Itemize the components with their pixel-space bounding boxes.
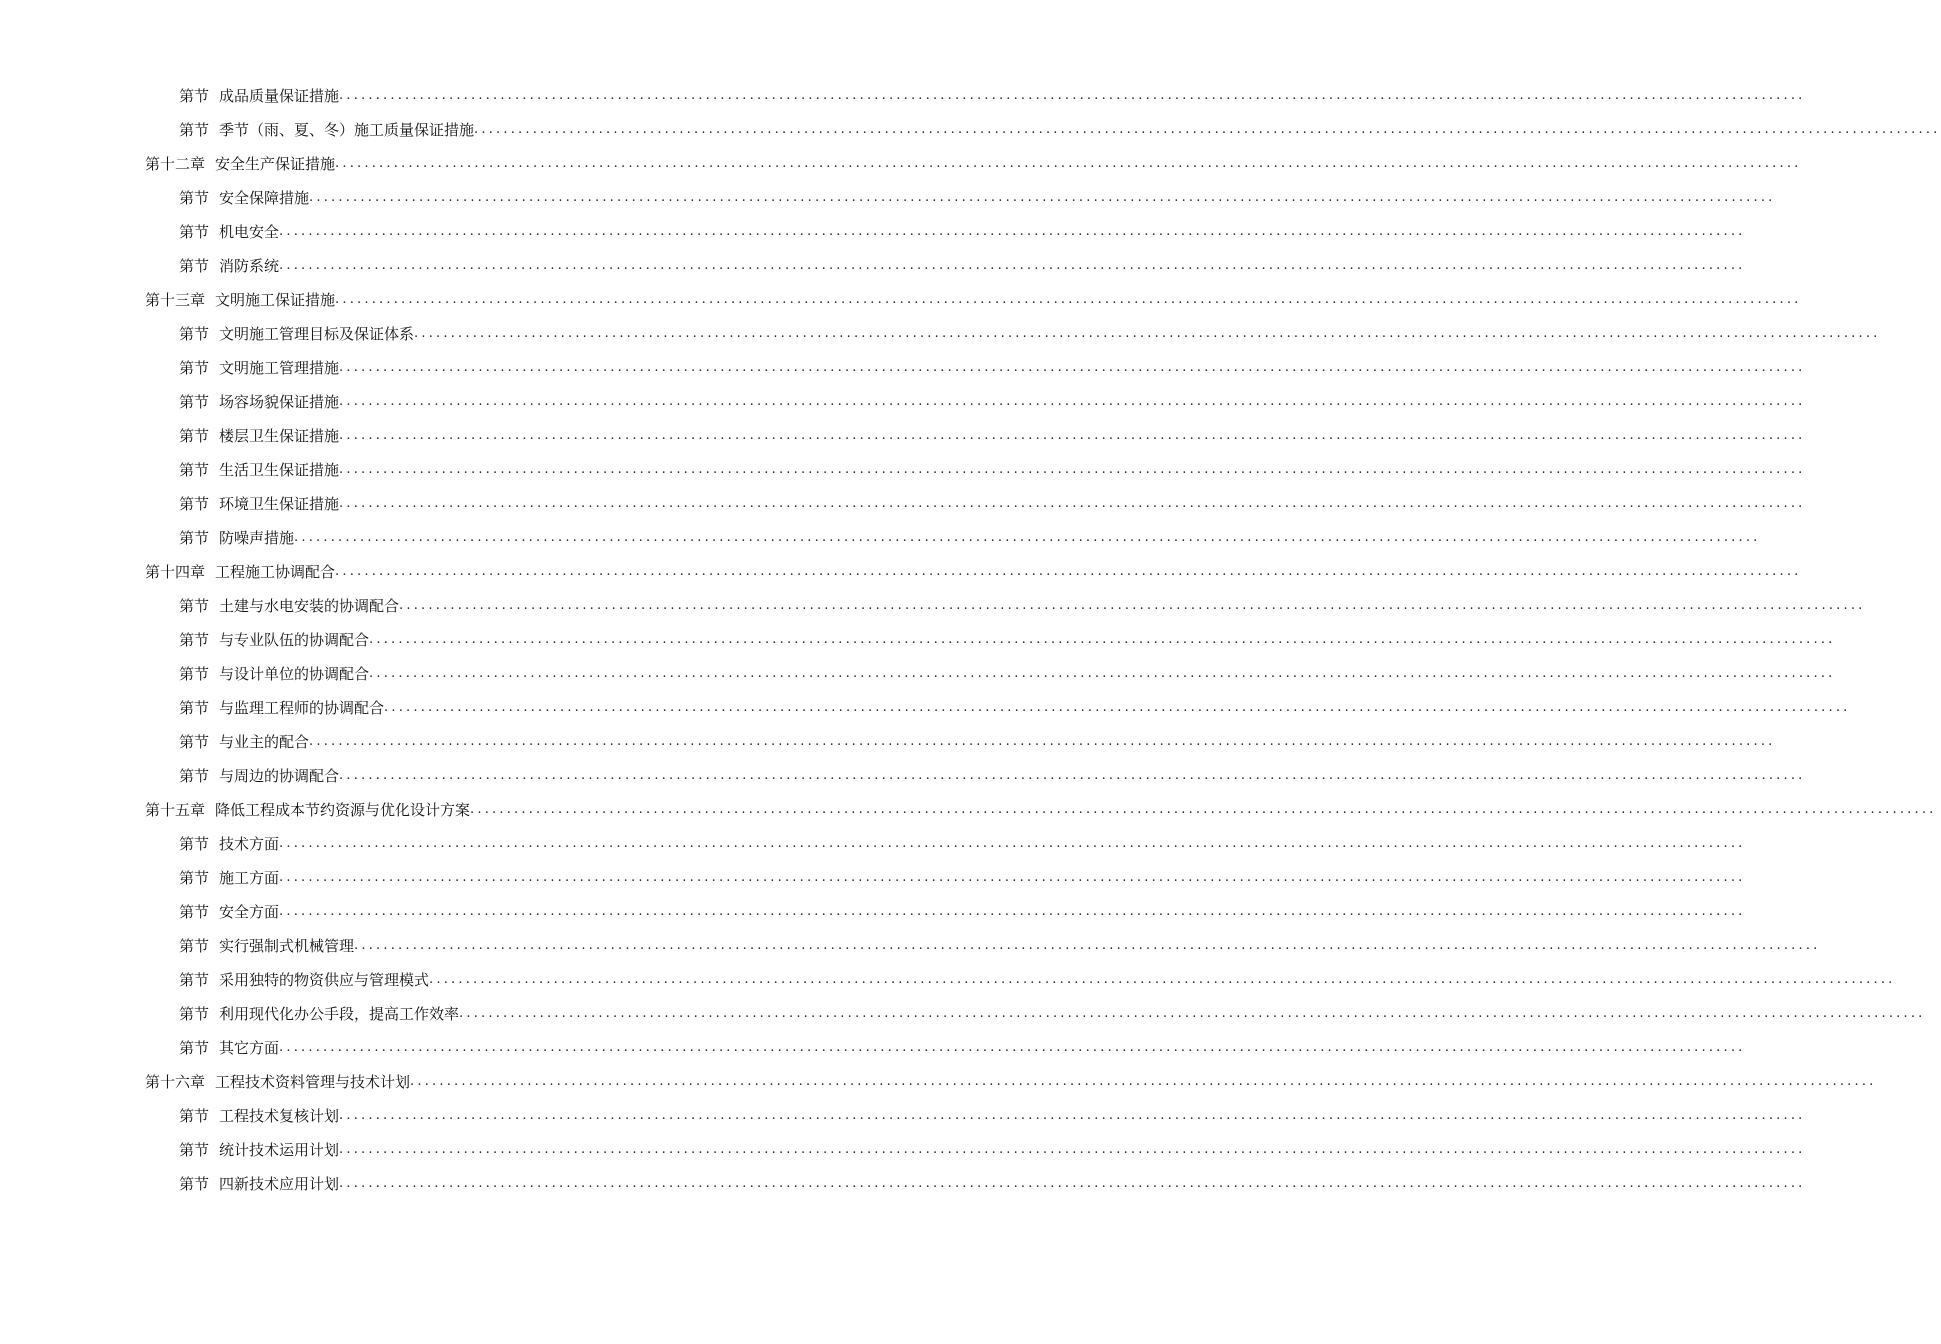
- toc-entry-label: 第节: [179, 733, 210, 751]
- toc-entry-label: 第节: [179, 461, 210, 479]
- toc-entry-label: 第节: [179, 835, 210, 853]
- toc-dot-leader: ........................................................................................................................................................................................................: [335, 156, 1802, 171]
- toc-entry-title: 场容场貌保证措施: [219, 393, 340, 411]
- toc-entry-title: 安全生产保证措施: [215, 155, 336, 173]
- toc-entry-title: 生活卫生保证措施: [219, 461, 340, 479]
- toc-section-entry: [0, 1031, 1746, 1065]
- toc-entry-title: 楼层卫生保证措施: [219, 427, 340, 445]
- toc-dot-leader: ........................................................................................................................................................................................................: [335, 564, 1802, 579]
- toc-entry-label: 第节: [179, 631, 210, 649]
- toc-dot-leader: ........................................................................................................................................................................................................: [470, 802, 1937, 817]
- toc-chapter-entry: [0, 793, 1937, 827]
- toc-entry-title: 安全方面: [219, 903, 280, 921]
- toc-entry-label: 第节: [179, 189, 210, 207]
- toc-entry-title: 与设计单位的协调配合: [219, 665, 370, 683]
- toc-entry-title: 文明施工管理目标及保证体系: [219, 325, 415, 343]
- toc-entry-label: 第节: [179, 87, 210, 105]
- toc-section-entry: [0, 827, 1746, 861]
- toc-dot-leader: ........................................................................................................................................................................................................: [339, 394, 1806, 409]
- toc-section-entry: [0, 113, 1941, 147]
- toc-entry-title: 采用独特的物资供应与管理模式: [219, 971, 430, 989]
- toc-section-entry: [0, 929, 1821, 963]
- toc-entry-title: 实行强制式机械管理: [219, 937, 355, 955]
- toc-section-entry: [0, 759, 1806, 793]
- toc-entry-title: 降低工程成本节约资源与优化设计方案: [215, 801, 471, 819]
- toc-entry-title: 四新技术应用计划: [219, 1175, 340, 1193]
- toc-entry-label: 第节: [179, 1107, 210, 1125]
- toc-entry-title: 工程技术复核计划: [219, 1107, 340, 1125]
- toc-section-entry: [0, 1133, 1806, 1167]
- toc-entry-label: 第节: [179, 665, 210, 683]
- toc-section-entry: [0, 215, 1746, 249]
- toc-section-entry: [0, 181, 1776, 215]
- toc-dot-leader: ........................................................................................................................................................................................................: [339, 768, 1806, 783]
- toc-dot-leader: ........................................................................................................................................................................................................: [429, 972, 1896, 987]
- toc-dot-leader: ........................................................................................................................................................................................................: [354, 938, 1821, 953]
- toc-dot-leader: ........................................................................................................................................................................................................: [339, 1176, 1806, 1191]
- toc-chapter-entry: [0, 283, 1802, 317]
- toc-dot-leader: ........................................................................................................................................................................................................: [339, 360, 1806, 375]
- toc-entry-title: 技术方面: [219, 835, 280, 853]
- toc-entry-label: 第节: [179, 937, 210, 955]
- toc-section-entry: [0, 317, 1881, 351]
- toc-entry-title: 施工方面: [219, 869, 280, 887]
- toc-entry-label: 第节: [179, 393, 210, 411]
- toc-section-entry: [0, 725, 1776, 759]
- toc-chapter-entry: [0, 1065, 1877, 1099]
- toc-dot-leader: ........................................................................................................................................................................................................: [369, 632, 1836, 647]
- toc-entry-label: 第节: [179, 121, 210, 139]
- toc-entry-label: 第节: [179, 427, 210, 445]
- toc-section-entry: [0, 623, 1836, 657]
- toc-section-entry: [0, 419, 1806, 453]
- toc-dot-leader: ........................................................................................................................................................................................................: [339, 496, 1806, 511]
- toc-section-entry: [0, 79, 1806, 113]
- toc-chapter-entry: [0, 555, 1802, 589]
- toc-entry-title: 安全保障措施: [219, 189, 310, 207]
- toc-section-entry: [0, 963, 1896, 997]
- toc-entry-label: 第节: [179, 1005, 210, 1023]
- toc-entry-title: 防噪声措施: [219, 529, 295, 547]
- toc-section-entry: [0, 351, 1806, 385]
- toc-section-entry: [0, 861, 1746, 895]
- toc-entry-label: 第节: [179, 903, 210, 921]
- toc-entry-title: 工程技术资料管理与技术计划: [215, 1073, 411, 1091]
- toc-section-entry: [0, 385, 1806, 419]
- toc-dot-leader: ........................................................................................................................................................................................................: [399, 598, 1866, 613]
- toc-entry-title: 环境卫生保证措施: [219, 495, 340, 513]
- toc-entry-label: 第节: [179, 767, 210, 785]
- toc-entry-title: 文明施工保证措施: [215, 291, 336, 309]
- toc-dot-leader: ........................................................................................................................................................................................................: [309, 734, 1776, 749]
- toc-dot-leader: ........................................................................................................................................................................................................: [339, 1142, 1806, 1157]
- toc-dot-leader: ........................................................................................................................................................................................................: [414, 326, 1881, 341]
- toc-entry-label: 第节: [179, 529, 210, 547]
- toc-entry-label: 第节: [179, 257, 210, 275]
- toc-dot-leader: ........................................................................................................................................................................................................: [279, 836, 1746, 851]
- toc-entry-title: 与周边的协调配合: [219, 767, 340, 785]
- toc-entry-title: 土建与水电安装的协调配合: [219, 597, 400, 615]
- toc-entry-label: 第节: [179, 699, 210, 717]
- toc-dot-leader: ........................................................................................................................................................................................................: [294, 530, 1761, 545]
- toc-section-entry: [0, 521, 1761, 555]
- toc-entry-label: 第节: [179, 869, 210, 887]
- toc-section-entry: [0, 249, 1746, 283]
- toc-entry-label: 第十四章: [145, 563, 206, 581]
- table-of-contents: [0, 79, 1941, 1201]
- toc-entry-label: 第节: [179, 359, 210, 377]
- toc-entry-label: 第节: [179, 495, 210, 513]
- toc-entry-title: 文明施工管理措施: [219, 359, 340, 377]
- toc-entry-label: 第节: [179, 325, 210, 343]
- toc-section-entry: [0, 997, 1926, 1031]
- toc-dot-leader: ........................................................................................................................................................................................................: [459, 1006, 1926, 1021]
- toc-entry-title: 利用现代化办公手段，提高工作效率: [219, 1005, 460, 1023]
- toc-entry-title: 消防系统: [219, 257, 280, 275]
- toc-section-entry: [0, 1099, 1806, 1133]
- toc-entry-label: 第节: [179, 1141, 210, 1159]
- toc-section-entry: [0, 589, 1866, 623]
- toc-entry-title: 工程施工协调配合: [215, 563, 336, 581]
- toc-entry-title: 季节（雨、夏、冬）施工质量保证措施: [219, 121, 475, 139]
- toc-section-entry: [0, 657, 1836, 691]
- toc-entry-label: 第十六章: [145, 1073, 206, 1091]
- toc-section-entry: [0, 691, 1851, 725]
- toc-entry-label: 第十三章: [145, 291, 206, 309]
- toc-dot-leader: ........................................................................................................................................................................................................: [339, 462, 1806, 477]
- toc-dot-leader: ........................................................................................................................................................................................................: [279, 224, 1746, 239]
- toc-dot-leader: ........................................................................................................................................................................................................: [279, 870, 1746, 885]
- toc-entry-label: 第十五章: [145, 801, 206, 819]
- toc-entry-title: 与监理工程师的协调配合: [219, 699, 385, 717]
- toc-entry-title: 其它方面: [219, 1039, 280, 1057]
- toc-dot-leader: ........................................................................................................................................................................................................: [369, 666, 1836, 681]
- toc-dot-leader: ........................................................................................................................................................................................................: [339, 1108, 1806, 1123]
- toc-entry-title: 成品质量保证措施: [219, 87, 340, 105]
- toc-entry-label: 第节: [179, 971, 210, 989]
- toc-entry-label: 第节: [179, 223, 210, 241]
- toc-entry-title: 与业主的配合: [219, 733, 310, 751]
- toc-entry-label: 第节: [179, 1039, 210, 1057]
- toc-entry-title: 与专业队伍的协调配合: [219, 631, 370, 649]
- toc-section-entry: [0, 453, 1806, 487]
- toc-dot-leader: ........................................................................................................................................................................................................: [339, 428, 1806, 443]
- toc-entry-title: 机电安全: [219, 223, 280, 241]
- toc-dot-leader: ........................................................................................................................................................................................................: [309, 190, 1776, 205]
- toc-dot-leader: ........................................................................................................................................................................................................: [279, 904, 1746, 919]
- toc-section-entry: [0, 487, 1806, 521]
- toc-section-entry: [0, 1167, 1806, 1201]
- toc-entry-label: 第节: [179, 1175, 210, 1193]
- toc-section-entry: [0, 895, 1746, 929]
- toc-chapter-entry: [0, 147, 1802, 181]
- toc-dot-leader: ........................................................................................................................................................................................................: [384, 700, 1851, 715]
- toc-dot-leader: ........................................................................................................................................................................................................: [279, 1040, 1746, 1055]
- toc-entry-label: 第十二章: [145, 155, 206, 173]
- toc-entry-label: 第节: [179, 597, 210, 615]
- toc-dot-leader: ........................................................................................................................................................................................................: [474, 122, 1941, 137]
- toc-dot-leader: ........................................................................................................................................................................................................: [335, 292, 1802, 307]
- toc-dot-leader: ........................................................................................................................................................................................................: [339, 88, 1806, 103]
- toc-entry-title: 统计技术运用计划: [219, 1141, 340, 1159]
- toc-dot-leader: ........................................................................................................................................................................................................: [279, 258, 1746, 273]
- toc-dot-leader: ........................................................................................................................................................................................................: [410, 1074, 1877, 1089]
